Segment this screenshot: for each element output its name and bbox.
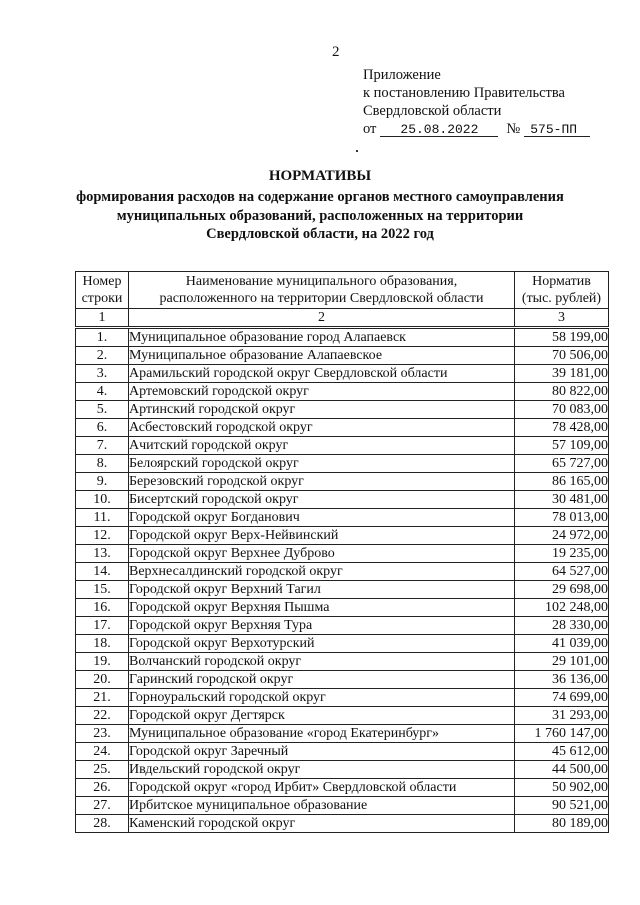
row-number: 12. [76, 527, 129, 545]
table-row [76, 527, 609, 545]
table-row [76, 797, 609, 815]
table-row [76, 635, 609, 653]
row-number: 17. [76, 617, 129, 635]
norm-value: 102 248,00 [515, 599, 609, 617]
row-number: 25. [76, 761, 129, 779]
municipality-name: Муниципальное образование Алапаевское [129, 347, 515, 365]
municipality-name: Муниципальное образование город Алапаевск [129, 328, 515, 347]
norm-value: 78 013,00 [515, 509, 609, 527]
table-row [76, 401, 609, 419]
row-number: 28. [76, 815, 129, 833]
row-number: 15. [76, 581, 129, 599]
table-row [76, 761, 609, 779]
norm-value: 70 506,00 [515, 347, 609, 365]
norm-value: 64 527,00 [515, 563, 609, 581]
norm-value: 24 972,00 [515, 527, 609, 545]
table-row [76, 365, 609, 383]
row-number: 2. [76, 347, 129, 365]
norm-value: 74 699,00 [515, 689, 609, 707]
norm-value: 80 189,00 [515, 815, 609, 833]
row-number: 9. [76, 473, 129, 491]
municipality-name: Ивдельский городской округ [129, 761, 515, 779]
norms-table [75, 271, 609, 833]
number-prefix: № [506, 121, 521, 137]
municipality-name: Муниципальное образование «город Екатеринбург» [129, 725, 515, 743]
municipality-name: Городской округ Богданович [129, 509, 515, 527]
table-row [76, 707, 609, 725]
row-number: 10. [76, 491, 129, 509]
column-index-row [76, 309, 609, 328]
municipality-name: Городской округ Верх-Нейвинский [129, 527, 515, 545]
norm-value: 41 039,00 [515, 635, 609, 653]
row-number: 3. [76, 365, 129, 383]
municipality-name: Арамильский городской округ Свердловской области [129, 365, 515, 383]
table-row [76, 473, 609, 491]
table-row [76, 725, 609, 743]
municipality-name: Городской округ Верхнее Дуброво [129, 545, 515, 563]
row-number: 7. [76, 437, 129, 455]
table-row [76, 779, 609, 797]
municipality-name: Бисертский городской округ [129, 491, 515, 509]
column-index: 3 [515, 309, 609, 328]
table-row [76, 509, 609, 527]
appendix-line-4 [363, 120, 590, 138]
page-number: 2 [332, 44, 340, 60]
municipality-name: Гаринский городской округ [129, 671, 515, 689]
decree-date: 25.08.2022 [380, 123, 498, 137]
norm-value: 19 235,00 [515, 545, 609, 563]
row-number: 8. [76, 455, 129, 473]
norm-value: 58 199,00 [515, 328, 609, 347]
header-municipality-name: Наименование муниципального образования, расположенного на территории Свердловской области [129, 272, 515, 309]
municipality-name: Горноуральский городской округ [129, 689, 515, 707]
appendix-line-3: Свердловской области [363, 103, 502, 119]
municipality-name: Городской округ Верхняя Пышма [129, 599, 515, 617]
municipality-name: Городской округ Верхний Тагил [129, 581, 515, 599]
norm-value: 31 293,00 [515, 707, 609, 725]
municipality-name: Березовский городской округ [129, 473, 515, 491]
header-norm-value: Норматив (тыс. рублей) [515, 272, 609, 309]
municipality-name: Городской округ «город Ирбит» Свердловской области [129, 779, 515, 797]
row-number: 13. [76, 545, 129, 563]
norm-value: 44 500,00 [515, 761, 609, 779]
header-row-number: Номер строки [76, 272, 129, 309]
norm-value: 78 428,00 [515, 419, 609, 437]
stray-dot [356, 150, 358, 152]
row-number: 22. [76, 707, 129, 725]
row-number: 14. [76, 563, 129, 581]
municipality-name: Городской округ Верхотурский [129, 635, 515, 653]
row-number: 19. [76, 653, 129, 671]
table-row [76, 328, 609, 347]
table-row [76, 689, 609, 707]
norm-value: 70 083,00 [515, 401, 609, 419]
row-number: 20. [76, 671, 129, 689]
norm-value: 90 521,00 [515, 797, 609, 815]
municipality-name: Артемовский городской округ [129, 383, 515, 401]
table-row [76, 671, 609, 689]
municipality-name: Асбестовский городской округ [129, 419, 515, 437]
table-row [76, 419, 609, 437]
column-index: 2 [129, 309, 515, 328]
appendix-line-2: к постановлению Правительства [363, 85, 565, 101]
decree-number: 575-ПП [524, 123, 590, 137]
appendix-line-1: Приложение [363, 67, 441, 83]
row-number: 16. [76, 599, 129, 617]
table-row [76, 743, 609, 761]
table-row [76, 437, 609, 455]
municipality-name: Ачитский городской округ [129, 437, 515, 455]
norm-value: 80 822,00 [515, 383, 609, 401]
norm-value: 50 902,00 [515, 779, 609, 797]
table-row [76, 581, 609, 599]
row-number: 23. [76, 725, 129, 743]
table-row [76, 347, 609, 365]
row-number: 11. [76, 509, 129, 527]
row-number: 1. [76, 328, 129, 347]
subtitle-line-1: формирования расходов на содержание органов местного самоуправления [76, 189, 564, 205]
date-prefix: от [363, 121, 377, 137]
row-number: 18. [76, 635, 129, 653]
norm-value: 65 727,00 [515, 455, 609, 473]
table-row [76, 563, 609, 581]
row-number: 4. [76, 383, 129, 401]
table-row [76, 545, 609, 563]
norm-value: 1 760 147,00 [515, 725, 609, 743]
municipality-name: Артинский городской округ [129, 401, 515, 419]
municipality-name: Каменский городской округ [129, 815, 515, 833]
row-number: 6. [76, 419, 129, 437]
subtitle-line-3: Свердловской области, на 2022 год [206, 226, 434, 242]
column-index: 1 [76, 309, 129, 328]
norm-value: 39 181,00 [515, 365, 609, 383]
municipality-name: Белоярский городской округ [129, 455, 515, 473]
norm-value: 36 136,00 [515, 671, 609, 689]
table-row [76, 617, 609, 635]
table-row [76, 491, 609, 509]
table-row [76, 599, 609, 617]
row-number: 21. [76, 689, 129, 707]
norm-value: 28 330,00 [515, 617, 609, 635]
table-header-row [76, 272, 609, 309]
appendix-block [363, 66, 590, 138]
table-row [76, 383, 609, 401]
norm-value: 45 612,00 [515, 743, 609, 761]
norm-value: 30 481,00 [515, 491, 609, 509]
municipality-name: Городской округ Заречный [129, 743, 515, 761]
municipality-name: Волчанский городской округ [129, 653, 515, 671]
row-number: 5. [76, 401, 129, 419]
municipality-name: Городской округ Дегтярск [129, 707, 515, 725]
table-row [76, 653, 609, 671]
document-title: НОРМАТИВЫ [268, 168, 372, 184]
norm-value: 29 101,00 [515, 653, 609, 671]
document-subtitle [0, 188, 640, 244]
table-row [76, 455, 609, 473]
norm-value: 57 109,00 [515, 437, 609, 455]
row-number: 26. [76, 779, 129, 797]
subtitle-line-2: муниципальных образований, расположенных на территории [116, 207, 524, 224]
row-number: 27. [76, 797, 129, 815]
table-row [76, 815, 609, 833]
municipality-name: Городской округ Верхняя Тура [129, 617, 515, 635]
row-number: 24. [76, 743, 129, 761]
norm-value: 86 165,00 [515, 473, 609, 491]
municipality-name: Ирбитское муниципальное образование [129, 797, 515, 815]
norm-value: 29 698,00 [515, 581, 609, 599]
municipality-name: Верхнесалдинский городской округ [129, 563, 515, 581]
